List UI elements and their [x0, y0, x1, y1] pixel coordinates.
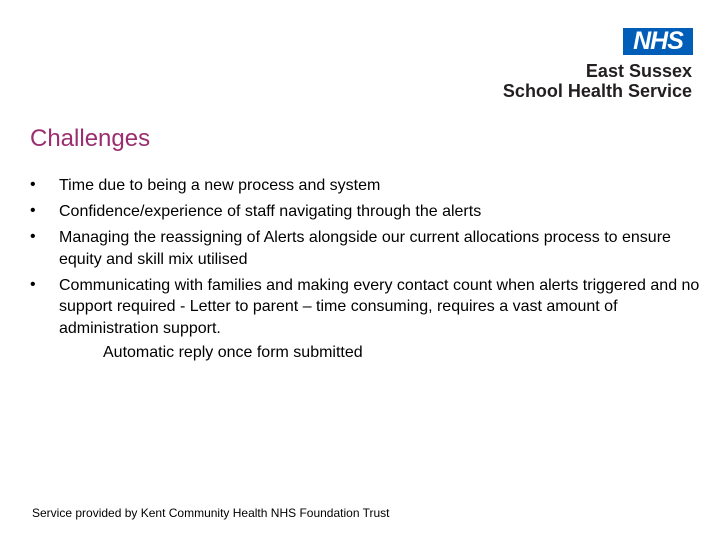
- extra-note: Automatic reply once form submitted: [103, 344, 363, 361]
- bullet-item: • Confidence/experience of staff navigating through the alerts: [30, 201, 700, 223]
- bullet-item: • Managing the reassigning of Alerts alongside our current allocations process to ensure equity and skill mix utilised: [30, 227, 700, 270]
- org-name-line2: School Health Service: [502, 81, 692, 101]
- org-name-line1: East Sussex: [585, 61, 692, 81]
- nhs-logo: NHS: [623, 28, 693, 55]
- slide-title: Challenges: [30, 125, 151, 152]
- bullet-item: • Time due to being a new process and system: [30, 175, 700, 197]
- footer: Service provided by Kent Community Health NHS Foundation Trust: [32, 506, 390, 520]
- bullet-item: • Communicating with families and making every contact count when alerts triggered and no support required - Letter to parent – time consuming, requires a vast amount of administration support.: [30, 275, 700, 340]
- bullet-list: [30, 175, 700, 344]
